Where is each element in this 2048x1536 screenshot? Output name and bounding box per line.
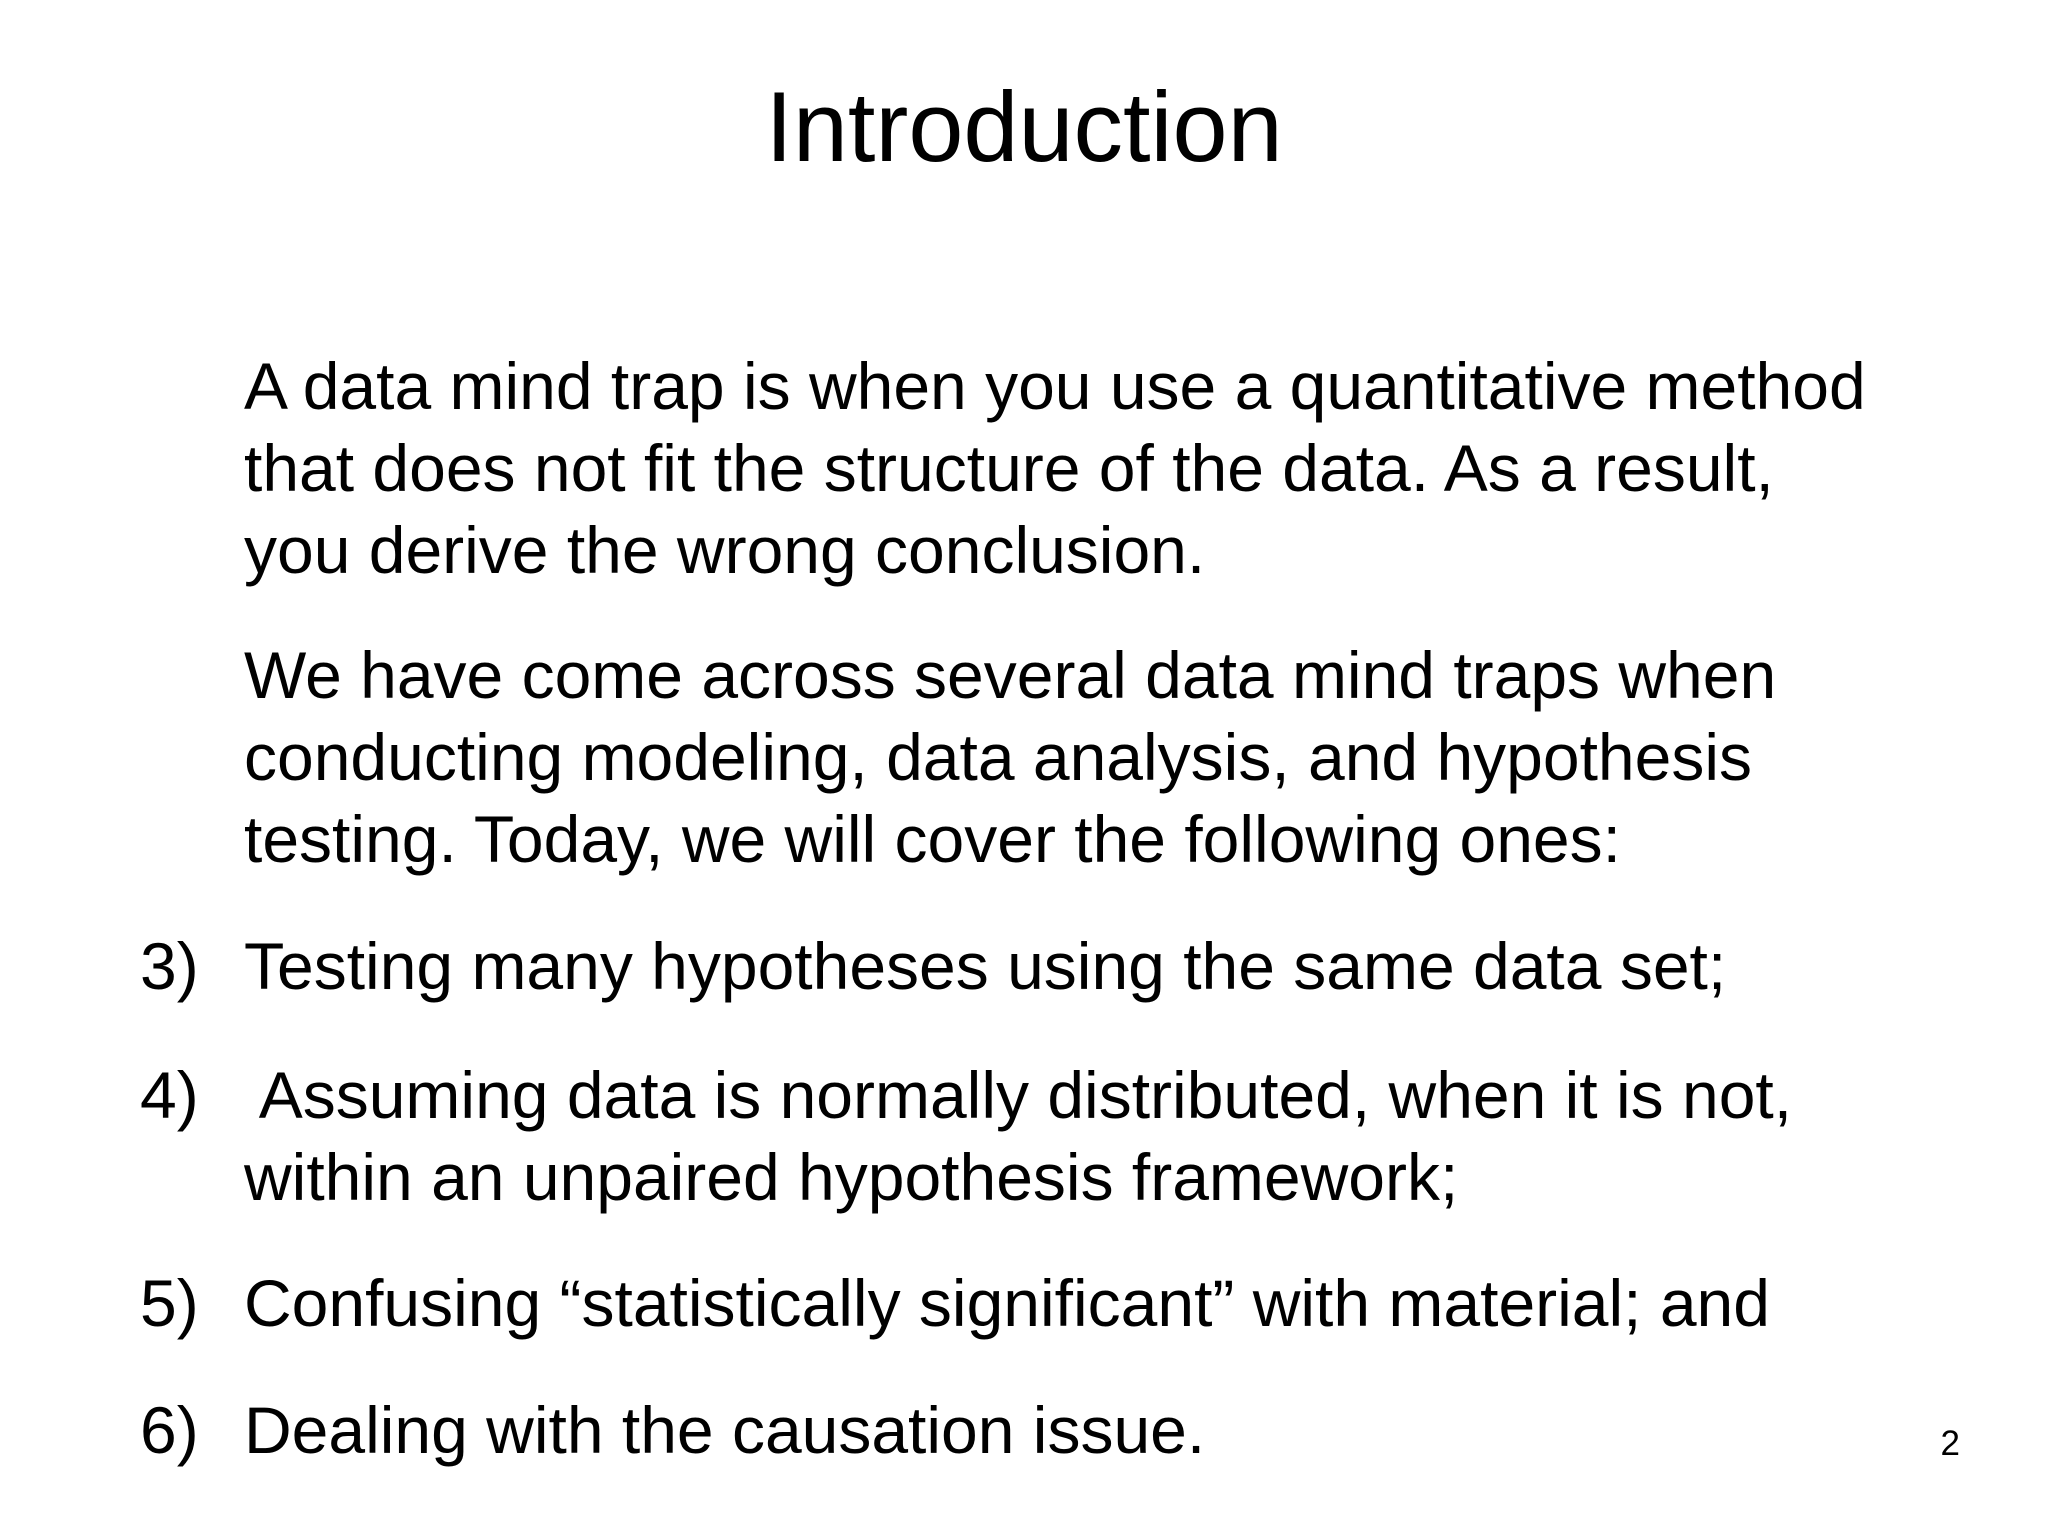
intro-paragraph-definition — [244, 345, 1964, 591]
list-item-text — [244, 1262, 1770, 1344]
list-item-number: 6) — [140, 1393, 199, 1467]
slide-title: Introduction — [765, 71, 1283, 182]
paragraph-line: A data mind trap is when you use a quantitative method — [244, 349, 1866, 423]
list-item-text — [244, 1054, 1792, 1218]
list-item-text — [244, 1389, 1205, 1471]
list-item-number: 3) — [140, 929, 199, 1003]
list-item-text — [244, 925, 1726, 1007]
list-item-line: within an unpaired hypothesis framework; — [244, 1140, 1459, 1214]
list-item-number: 4) — [140, 1058, 199, 1132]
paragraph-line: testing. Today, we will cover the following ones: — [244, 802, 1621, 876]
page-number: 2 — [1940, 1424, 1960, 1463]
intro-paragraph-overview — [244, 634, 1964, 880]
paragraph-line: We have come across several data mind traps when — [244, 638, 1777, 712]
list-item-line: Dealing with the causation issue. — [244, 1393, 1206, 1467]
paragraph-line: you derive the wrong conclusion. — [244, 513, 1206, 587]
list-item-line: Testing many hypotheses using the same data set; — [244, 929, 1727, 1003]
list-item-number: 5) — [140, 1266, 199, 1340]
paragraph-line: conducting modeling, data analysis, and hypothesis — [244, 720, 1752, 794]
paragraph-line: that does not fit the structure of the data. As a result, — [244, 431, 1774, 505]
list-item-line: Confusing “statistically significant” with material; and — [244, 1266, 1770, 1340]
list-item-line: Assuming data is normally distributed, when it is not, — [244, 1058, 1793, 1132]
